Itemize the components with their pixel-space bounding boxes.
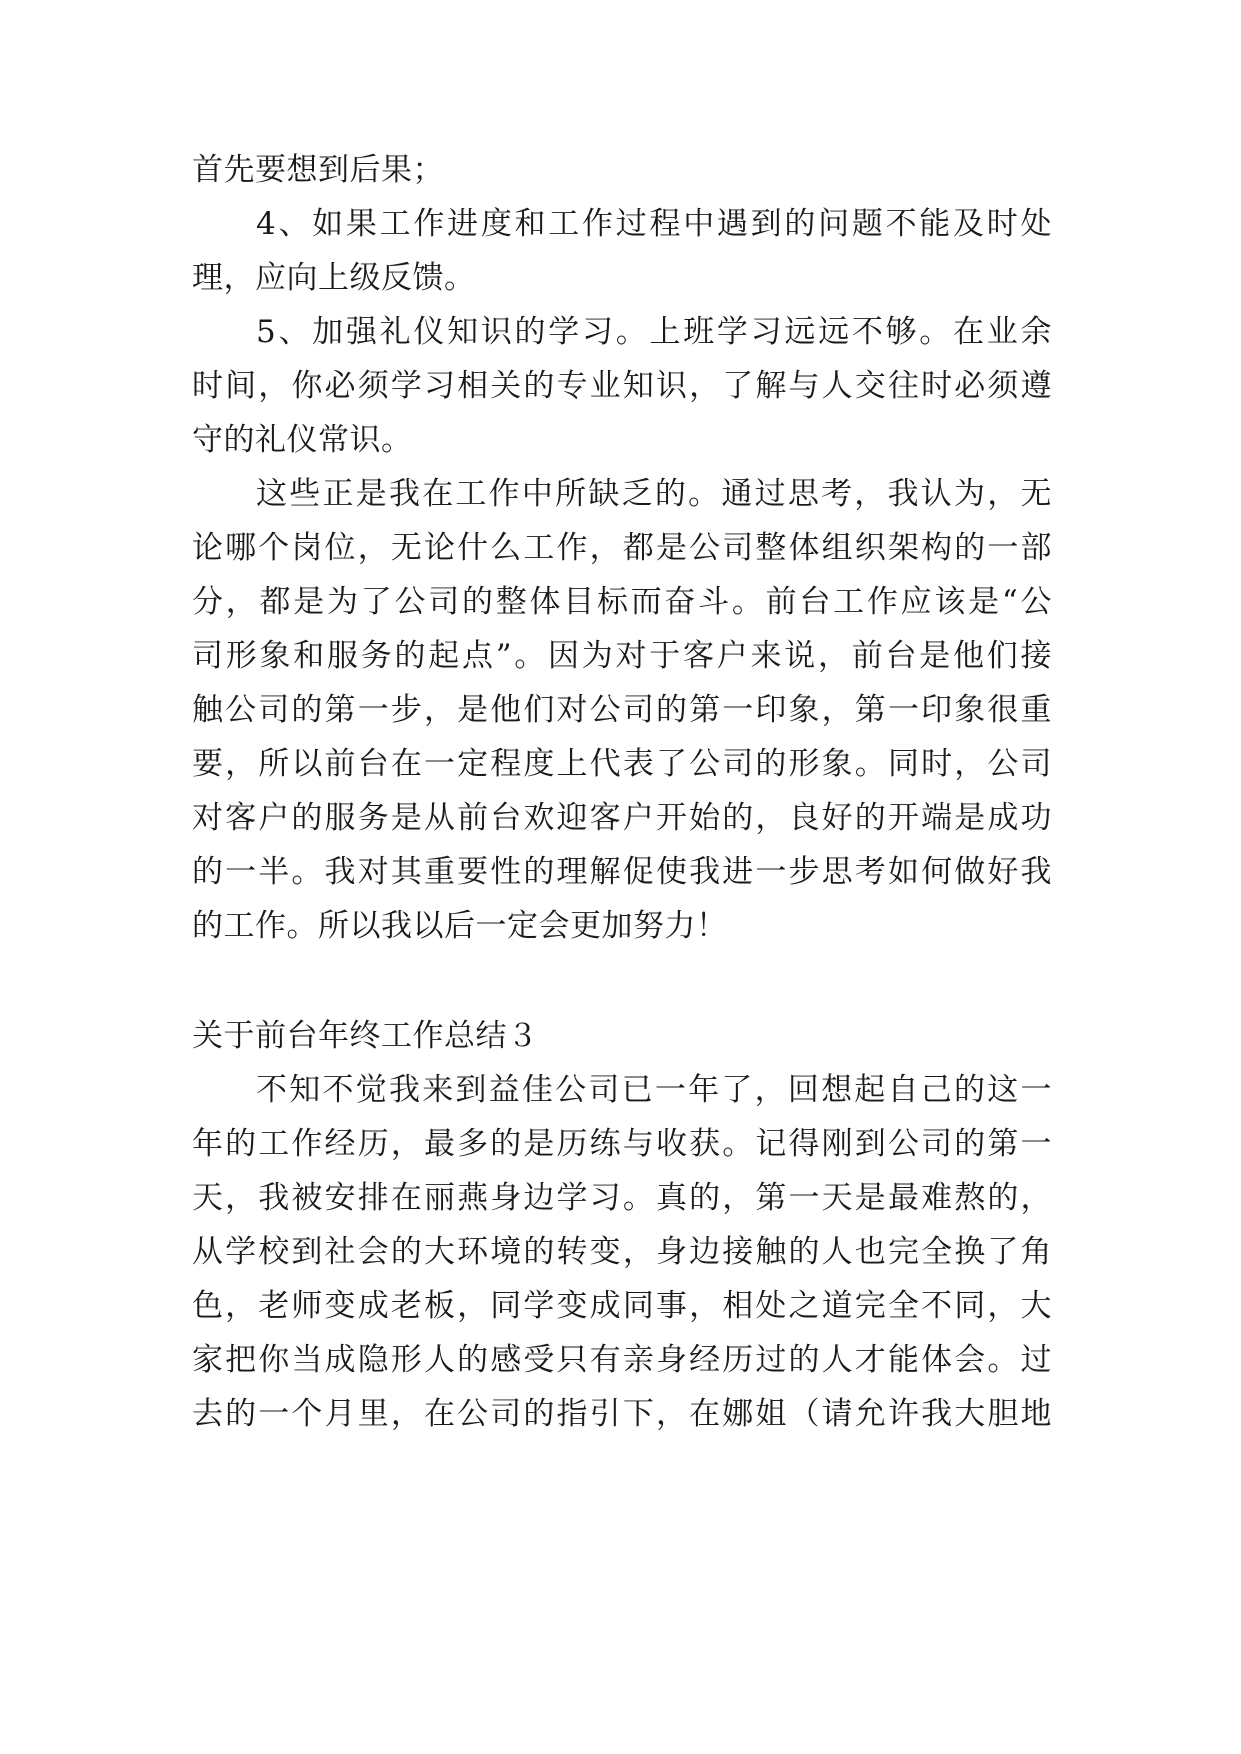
text-line: 家把你当成隐形人的感受只有亲身经历过的人才能体会。过 [192, 1342, 1052, 1378]
text-line: 理，应向上级反馈。 [192, 260, 476, 296]
text-line: 从学校到社会的大环境的转变，身边接触的人也完全换了角 [192, 1234, 1052, 1270]
text-line: 的一半。我对其重要性的理解促使我进一步思考如何做好我 [192, 854, 1052, 890]
text-line: 年的工作经历，最多的是历练与收获。记得刚到公司的第一 [192, 1126, 1052, 1162]
text-line: 去的一个月里，在公司的指引下，在娜姐（请允许我大胆地 [192, 1396, 1052, 1432]
text-line: 首先要想到后果； [192, 152, 444, 188]
text-line: 天，我被安排在丽燕身边学习。真的，第一天是最难熬的， [192, 1180, 1052, 1216]
text-line: 不知不觉我来到益佳公司已一年了，回想起自己的这一 [256, 1072, 1052, 1108]
text-line: 5、加强礼仪知识的学习。上班学习远远不够。在业余 [256, 314, 1052, 350]
text-line: 色，老师变成老板，同学变成同事，相处之道完全不同，大 [192, 1288, 1052, 1324]
text-line: 的工作。所以我以后一定会更加努力！ [192, 908, 728, 944]
text-line: 对客户的服务是从前台欢迎客户开始的，良好的开端是成功 [192, 800, 1052, 836]
text-line: 触公司的第一步，是他们对公司的第一印象，第一印象很重 [192, 692, 1052, 728]
text-line: 论哪个岗位，无论什么工作，都是公司整体组织架构的一部 [192, 530, 1052, 566]
text-line: 这些正是我在工作中所缺乏的。通过思考，我认为，无 [256, 476, 1052, 512]
text-line: 司形象和服务的起点”。因为对于客户来说，前台是他们接 [192, 638, 1052, 674]
text-line: 时间，你必须学习相关的专业知识，了解与人交往时必须遵 [192, 368, 1052, 404]
section-heading: 关于前台年终工作总结３ [192, 1018, 539, 1054]
text-line: 分，都是为了公司的整体目标而奋斗。前台工作应该是“公 [192, 584, 1052, 620]
text-line: 要，所以前台在一定程度上代表了公司的形象。同时，公司 [192, 746, 1052, 782]
text-line: 守的礼仪常识。 [192, 422, 413, 458]
text-line: 4、如果工作进度和工作过程中遇到的问题不能及时处 [256, 206, 1052, 242]
